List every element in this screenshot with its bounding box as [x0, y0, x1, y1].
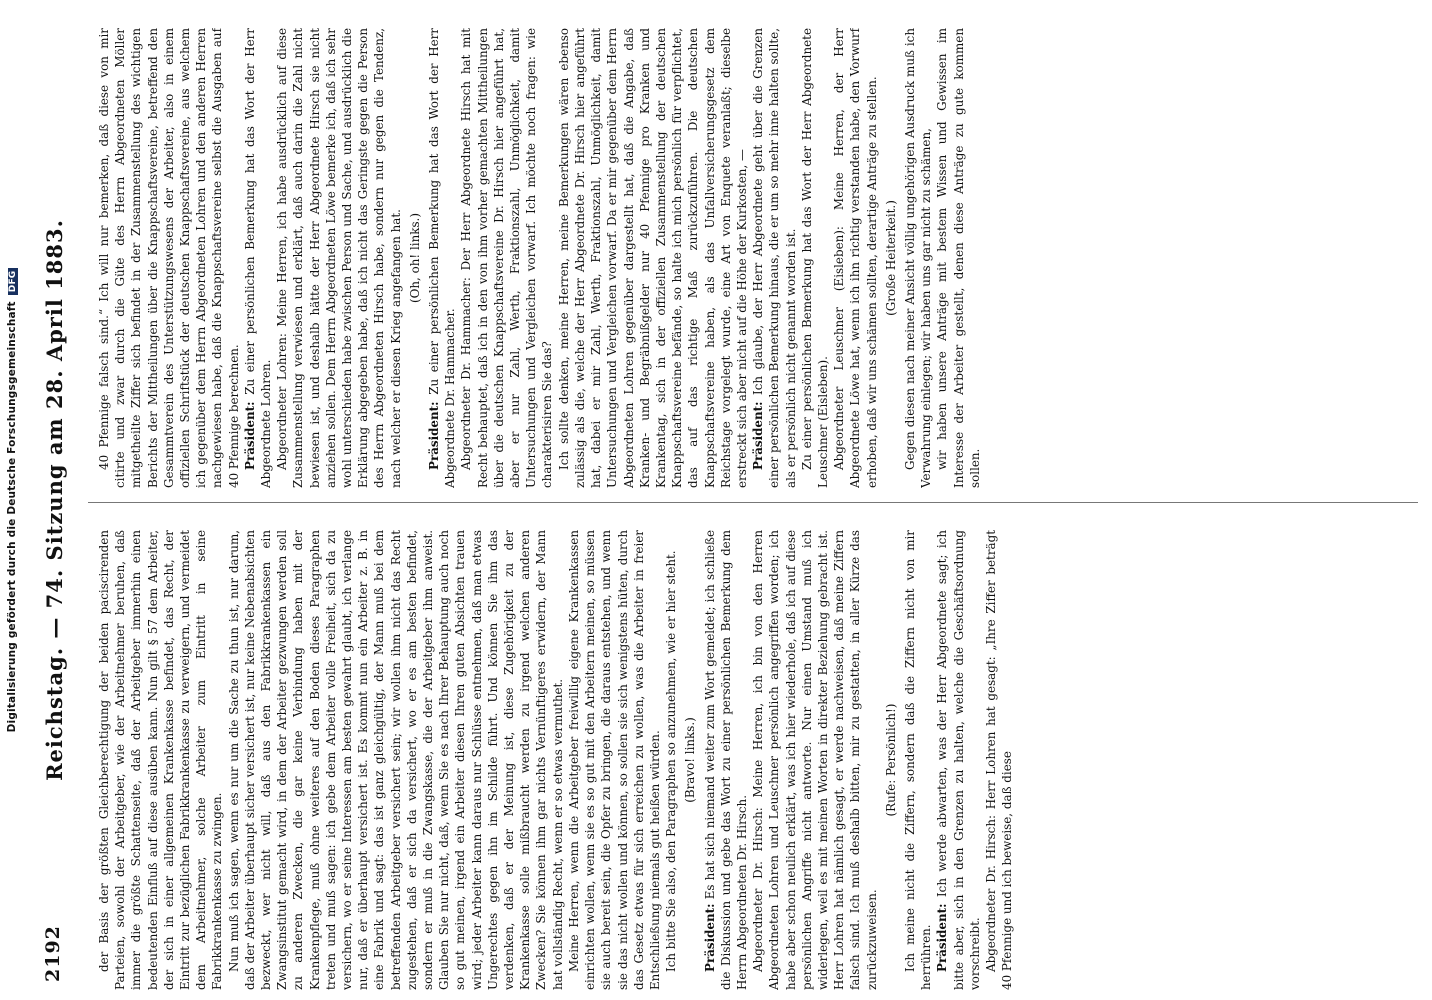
paragraph: Zu einer persönlichen Bemerkung hat das Wort der Herr Abgeordnete Leuschner (Eisleben).: [799, 28, 830, 488]
paragraph: wir haben unsere Anträge mit bestem Wissen und Gewissen im Interesse der Arbeiter gestellt, denen diese Anträge zu gute kommen sollen.: [935, 28, 982, 488]
stage-direction: (Oh, oh! links.): [407, 213, 422, 303]
paragraph: Abgeordneter Leuschner (Eisleben): Meine Herren, der Herr Abgeordnete Löwe hat, wenn ich ihn richtig verstanden habe, den Vorwurf erhoben, daß wir uns schämen sollten, derartige Anträge zu stellen.: [832, 28, 879, 488]
speaker-label: Präsident:: [751, 401, 766, 470]
speaker-label: Präsident:: [935, 903, 950, 972]
paragraph: Ich sollte denken, meine Herren, meine Bemerkungen wären ebenso zulässig als die, welche der Herr Abgeordnete Dr. Hirsch hier angeführt hat, dabei er mir Zahl, Werth, Fraktionszahl, Unmöglichkeit, damit Untersuchungen und Vergleichen vorwarf. Da er mir gegenüber dem Herrn Abgeordneten Lohren gegenüber dargestellt hat, daß die Angabe, daß Kranken- und Begräbnißgelder nur 40 Pfennige pro Kranken und Krankentag, sich in der offiziellen Zusammenstellung der deutschen Knappschaftsvereine befände, so halte ich mich persönlich für verpflichtet, das auf das richtige Maß zurückzuführen. Die deutschen Knappschaftsvereine haben, als das Unfallversicherungsgesetz dem Reichstage vorgelegt wurde, eine Art von Enquete veranlaßt; dieselbe erstreckt sich aber nicht auf die Höhe der Kurkosten, —: [556, 28, 749, 488]
speaker-label: Präsident:: [242, 401, 257, 470]
paragraph: Nun muß ich sagen, wenn es nur um die Sache zu thun ist, nur darum, daß der Arbeiter überhaupt sicher versichert ist, nur keine Nebenabsichten bezweckt, wer nicht will, daß aus den Fabrikkrankenkassen ein Zwangsinstitut gemacht wird, in dem der Arbeiter gezwungen werden soll zu anderen Zwecken, die gar keine Verbindung haben mit der Krankenpflege, muß ohne weiteres auf den Boden dieses Paragraphen treten und muß sagen: ich gebe dem Arbeiter volle Freiheit, sich da zu versichern, wo er seine Interessen am besten gewahrt glaubt, ich verlange nur, daß er überhaupt versichert ist. Es kommt nun ein Arbeiter z. B. in eine Fabrik und sagt: das ist ganz gleichgültig, der Mann muß bei dem betreffenden Arbeitgeber versichert sein; wir wollen ihm nicht das Recht zugestehen, daß er sich da versichert, wo er es am besten befindet, sondern er muß in die Zwangskasse, die der Arbeitgeber ihm anweist. Glauben Sie nur nicht, daß, wenn Sie es nach Ihrer Behauptung auch noch so gut meinen, irgend ein Arbeiter diesen Ihren guten Absichten trauen wird; jeder Arbeiter kann daraus nur Schlüsse entnehmen, daß man etwas Ungerechtes gegen ihn im Schilde führt. Und können Sie ihm das verdenken, daß er der Meinung ist, diese Zugehörigkeit zu der Krankenkasse solle mißbraucht werden zu irgend welchen anderen Zwecken? Sie können ihm gar nichts Vernünftigeres erwidern, der Mann hat vollständig Recht, wenn er so etwas vermuthet.: [226, 530, 565, 990]
paragraph: Abgeordneter Dr. Hirsch: Herr Lohren hat gesagt: „Ihre Ziffer beträgt 40 Pfennige und ich beweise, daß diese: [983, 530, 1015, 990]
paragraph: Präsident: Zu einer persönlichen Bemerkung hat das Wort der Herr Abgeordnete Lohren.: [242, 28, 274, 488]
credit-text: Digitalisierung gefördert durch die Deutsche Forschungsgemeinschaft: [6, 301, 18, 733]
page-header: [0, 0, 72, 1000]
speaker-label: Präsident:: [702, 903, 717, 972]
left-text-column: [96, 530, 1432, 990]
speaker-label: Präsident:: [427, 401, 442, 470]
paragraph: Abgeordneter Dr. Hammacher: Der Herr Abgeordnete Hirsch hat mit Recht behauptet, daß ich in den von ihm vorher gemachten Mittheilungen über die deutschen Knappschaftsvereine Dr. Hirsch hier angeführt hat, aber er nur Zahl, Werth, Fraktionszahl, Unmöglichkeit, damit Untersuchungen und Vergleichen vorwarf. Ich möchte noch fragen: wie charakterisiren Sie das?: [459, 28, 555, 488]
paragraph: Meine Herren, wenn die Arbeitgeber freiwillig eigene Krankenkassen einrichten wollen, wenn sie es so gut mit den Arbeitern meinen, so müssen sie auch bereit sein, die Opfer zu bringen, die daraus entstehen, und wenn sie das nicht wollen und können, so sollen sie sich wenigstens hüten, durch das Gesetz etwas für sich erreichen zu wollen, was die Arbeiter in freier Entschließung niemals gut heißen würden.: [566, 530, 662, 990]
paragraph: Präsident: Ich glaube, der Herr Abgeordnete geht über die Grenzen einer persönlichen Bemerkung hinaus, die er um so mehr inne halten sollte, als er persönlich nicht genannt worden ist.: [751, 28, 798, 488]
stage-direction: (Große Heiterkeit.): [883, 200, 898, 316]
column-divider: [88, 502, 1418, 503]
paragraph: Abgeordneter Dr. Hirsch: Meine Herren, ich bin von den Herren Abgeordneten Lohren und Leuschner persönlich angegriffen worden; ich habe aber schon neulich erklärt, was ich hier wiederhole, daß ich auf diese persönlichen Angriffe nicht antworte. Nur einen Umstand muß ich widerlegen, weil es mit meinen Worten in direkter Beziehung gebracht ist. Herr Lohren hat nämlich gesagt, er werde nachweisen, daß meine Ziffern falsch sind. Ich muß deshalb bitten, mir zu gestatten, in aller Kürze das zurückzuweisen.: [751, 530, 879, 990]
paragraph: Präsident: Zu einer persönlichen Bemerkung hat das Wort der Herr Abgeordnete Dr. Hammacher.: [427, 28, 458, 488]
running-title: Reichstag. — 74. Sitzung am 28. April 1883.: [42, 219, 67, 781]
paragraph: Präsident: Es hat sich niemand weiter zum Wort gemeldet; ich schließe die Diskussion und gebe das Wort zu einer persönlichen Bemerkung dem Herrn Abgeordneten Dr. Hirsch.: [702, 530, 749, 990]
paragraph: Präsident: Ich werde abwarten, was der Herr Abgeordnete sagt; ich bitte aber, sich in den Grenzen zu halten, welche die Geschäftsordnung vorschreibt.: [935, 530, 982, 990]
paragraph: Ich meine nicht die Ziffern, sondern daß die Ziffern nicht von mir herrühren.: [902, 530, 934, 990]
paragraph: Abgeordneter Lohren: Meine Herren, ich habe ausdrücklich auf diese Zusammenstellung verwiesen und erklärt, daß auch darin die Zahl nicht bewiesen ist, und deshalb hätte der Herr Abgeordnete Hirsch sie nicht anziehen sollen. Dem Herrn Abgeordneten Löwe bemerke ich, daß ich sehr wohl unterschieden habe zwischen Person und Sache, und ausdrücklich die Erklärung abgegeben habe, daß ich nicht das Geringste gegen die Person des Herrn Abgeordneten Hirsch habe, sondern nur gegen die Tendenz, nach welcher er diesen Krieg angefangen hat.: [275, 28, 403, 488]
stage-direction: (Rufe: Persönlich!): [883, 703, 898, 817]
paragraph: der Basis der größten Gleichberechtigung der beiden paciscirenden Parteien, sowohl der Arbeitgeber, wie der Arbeitnehmer beruhen, daß immer die größte Schattenseite, daß der Arbeitgeber immerhin einen bedeutenden Einfluß auf diese ausüben kann. Nun gilt § 57 dem Arbeiter, der sich in einer allgemeinen Krankenkasse befindet, das Recht, der Eintritt zur bezüglichen Fabrikkrankenkasse zu verweigern, und vermeidet dem Arbeitnehmer, solche Arbeiter zum Eintritt in seine Fabrikkrankenkasse zu zwingen.: [97, 530, 225, 990]
paragraph: 40 Pfennige falsch sind.“ Ich will nur bemerken, daß diese von mir citirte und zwar durch die Güte des Herrn Abgeordneten Möller mitgetheilte Ziffer sich befindet in der Zusammenstellung des wichtigen Berichts der Mittheilungen über die Knappschaftsvereine, betreffend den Gesammtverein des Unterstützungswesens der Arbeiter, also in einem offiziellen Schriftstück der deutschen Knappschaftsvereine, aus welchem ich gegenüber dem Herrn Abgeordneten Lohren und den anderen Herren nachgewiesen habe, daß die Knappschaftsvereine selbst die Ausgaben auf 40 Pfennige berechnen.: [97, 28, 241, 488]
right-text-column: [96, 28, 1432, 488]
page-number: 2192: [42, 925, 64, 982]
paragraph: Gegen diesen nach meiner Ansicht völlig ungehörigen Ausdruck muß ich Verwahrung einlegen; wir haben uns gar nicht zu schämen,: [902, 28, 934, 488]
paragraph: Ich bitte Sie also, den Paragraphen so anzunehmen, wie er hier steht.: [664, 550, 679, 972]
dfg-logo-icon: DFG: [8, 268, 18, 296]
stage-direction: (Bravo! links.): [683, 717, 698, 803]
